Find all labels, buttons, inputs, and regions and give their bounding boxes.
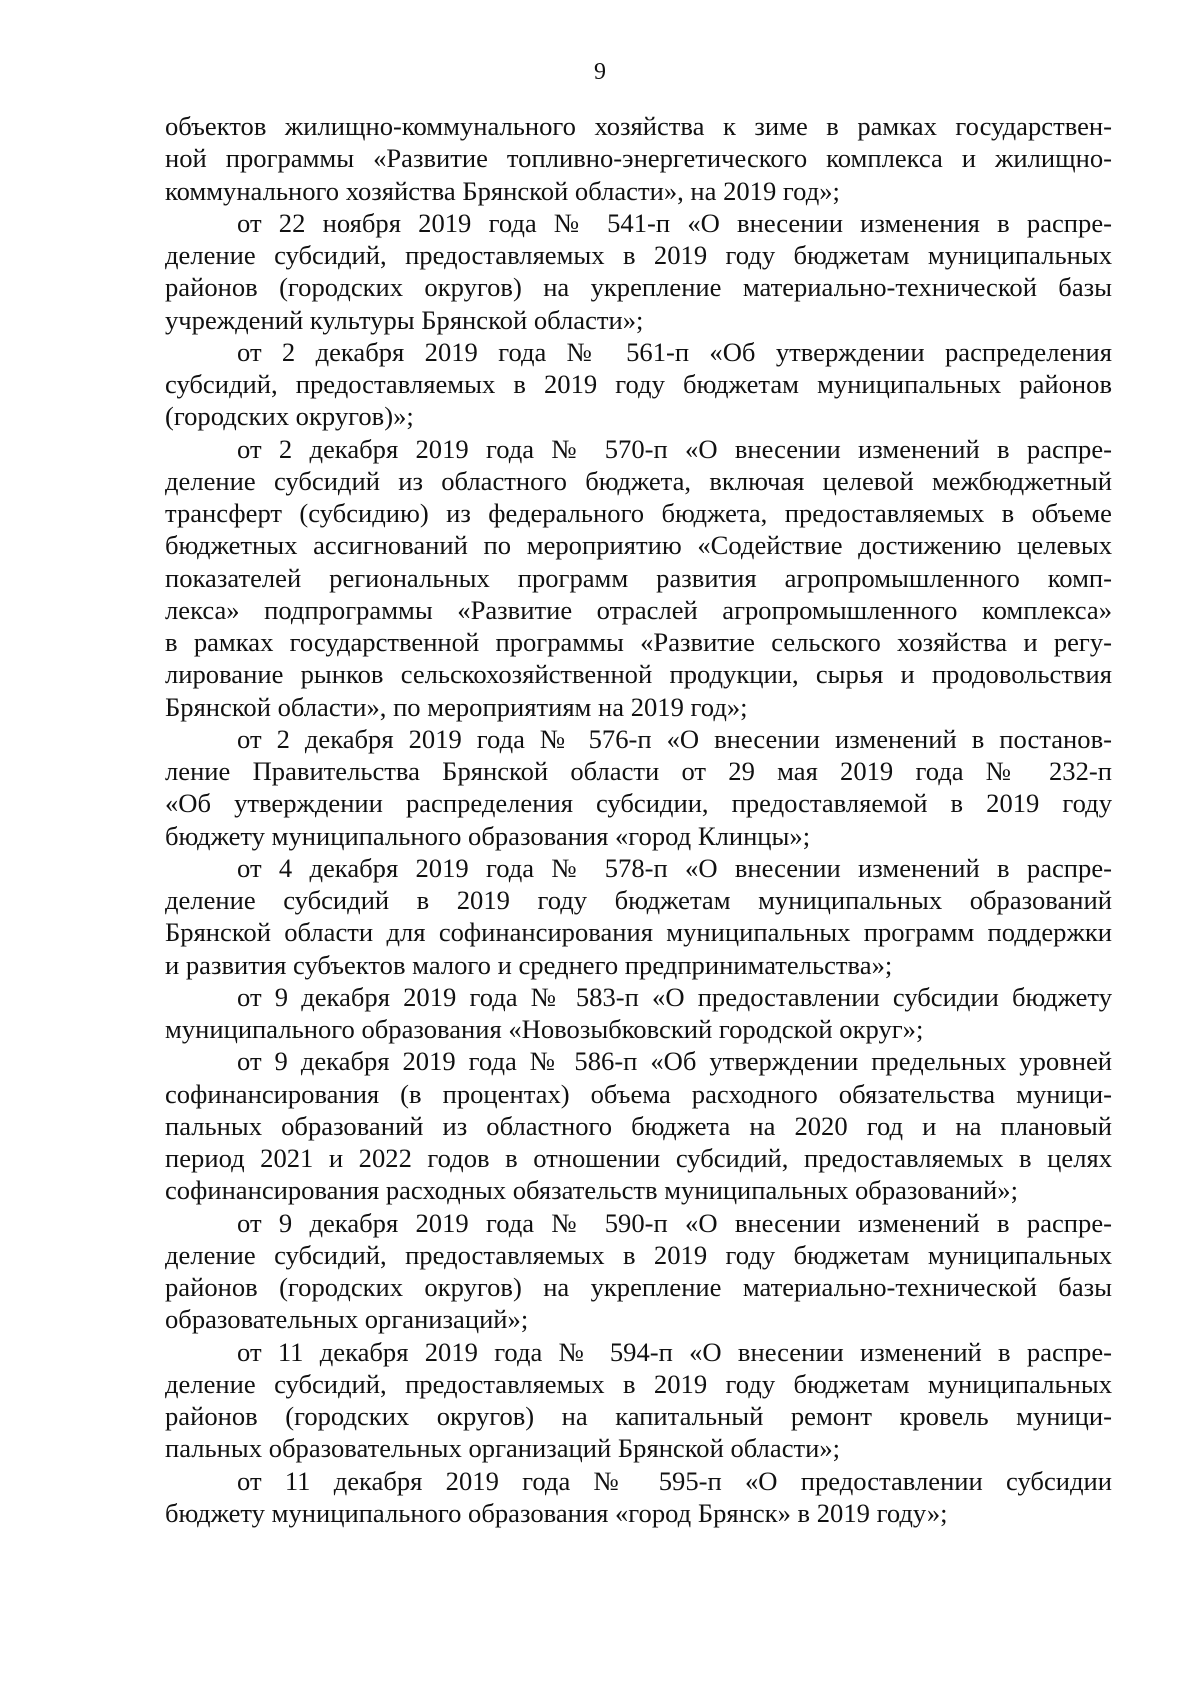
paragraph-line: ной программы «Развитие топливно-энергетического комплекса и жилищно-	[165, 143, 1112, 174]
paragraph	[165, 981, 1112, 1046]
paragraph-line: трансферт (субсидию) из федерального бюджета, предоставляемых в объеме	[165, 498, 1112, 528]
paragraph-line: объектов жилищно-коммунального хозяйства к зиме в рамках государствен-	[165, 111, 1112, 141]
paragraph-line: (городских округов)»;	[165, 401, 414, 432]
paragraph-line: бюджету муниципального образования «город Брянск» в 2019 году»;	[165, 1497, 948, 1528]
paragraph-line: районов (городских округов) на укрепление материально-технической базы	[165, 272, 1112, 303]
paragraph-line: районов (городских округов) на капитальный ремонт кровель муници-	[165, 1401, 1112, 1431]
paragraph-line: софинансирования (в процентах) объема расходного обязательства муници-	[165, 1078, 1112, 1109]
paragraph	[165, 336, 1112, 433]
paragraph-line: Брянской области для софинансирования муниципальных программ поддержки	[165, 917, 1112, 948]
paragraph-line: коммунального хозяйства Брянской области», на 2019 год»;	[165, 175, 840, 206]
paragraph-line: пальных образовательных организаций Брянской области»;	[165, 1433, 841, 1464]
paragraph-line: от 4 декабря 2019 года № 578-п «О внесении изменений в распре-	[237, 852, 1112, 883]
paragraph	[165, 1465, 1112, 1530]
paragraph	[165, 1045, 1112, 1206]
paragraph	[165, 110, 1112, 207]
paragraph	[165, 433, 1112, 723]
paragraph-line: показателей региональных программ развития агропромышленного комп-	[165, 562, 1112, 593]
paragraph	[165, 207, 1112, 336]
paragraph-line: деление субсидий, предоставляемых в 2019 году бюджетам муниципальных	[165, 1368, 1112, 1399]
document-body	[165, 110, 1112, 1529]
paragraph-line: деление субсидий, предоставляемых в 2019 году бюджетам муниципальных	[165, 240, 1112, 270]
paragraph-line: пальных образований из областного бюджета на 2020 год и на плановый	[165, 1110, 1112, 1141]
paragraph-line: от 22 ноября 2019 года № 541-п «О внесении изменения в распре-	[237, 207, 1112, 238]
paragraph-line: бюджетных ассигнований по мероприятию «Содействие достижению целевых	[165, 530, 1112, 561]
paragraph	[165, 852, 1112, 981]
paragraph-line: от 11 декабря 2019 года № 595-п «О предоставлении субсидии	[237, 1465, 1112, 1496]
paragraph-line: лекса» подпрограммы «Развитие отраслей агропромышленного комплекса»	[165, 594, 1112, 625]
paragraph	[165, 723, 1112, 852]
paragraph-line: деление субсидий из областного бюджета, включая целевой межбюджетный	[165, 465, 1112, 496]
paragraph-line: субсидий, предоставляемых в 2019 году бюджетам муниципальных районов	[165, 369, 1112, 399]
paragraph-line: бюджету муниципального образования «город Клинцы»;	[165, 820, 811, 851]
page-number: 9	[594, 59, 606, 85]
paragraph	[165, 1207, 1112, 1336]
paragraph-line: от 11 декабря 2019 года № 594-п «О внесении изменений в распре-	[237, 1336, 1112, 1367]
paragraph-line: районов (городских округов) на укрепление материально-технической базы	[165, 1272, 1112, 1302]
paragraph-line: ление Правительства Брянской области от 29 мая 2019 года № 232-п	[165, 756, 1112, 786]
paragraph-line: период 2021 и 2022 годов в отношении субсидий, предоставляемых в целях	[165, 1143, 1112, 1173]
paragraph	[165, 1336, 1112, 1465]
paragraph-line: от 9 декабря 2019 года № 586-п «Об утверждении предельных уровней	[237, 1046, 1112, 1077]
paragraph-line: софинансирования расходных обязательств муниципальных образований»;	[165, 1175, 1018, 1206]
paragraph-line: Брянской области», по мероприятиям на 2019 год»;	[165, 691, 748, 722]
paragraph-line: от 2 декабря 2019 года № 570-п «О внесении изменений в распре-	[237, 433, 1112, 464]
paragraph-line: от 2 декабря 2019 года № 561-п «Об утверждении распределения	[237, 336, 1112, 367]
paragraph-line: от 9 декабря 2019 года № 583-п «О предоставлении субсидии бюджету	[237, 981, 1112, 1012]
paragraph-line: от 9 декабря 2019 года № 590-п «О внесении изменений в распре-	[237, 1207, 1112, 1238]
paragraph-line: учреждений культуры Брянской области»;	[165, 304, 644, 335]
paragraph-line: «Об утверждении распределения субсидии, предоставляемой в 2019 году	[165, 788, 1112, 819]
paragraph-line: образовательных организаций»;	[165, 1304, 529, 1335]
paragraph-line: в рамках государственной программы «Развитие сельского хозяйства и регу-	[165, 627, 1112, 657]
paragraph-line: лирование рынков сельскохозяйственной продукции, сырья и продовольствия	[165, 659, 1112, 690]
paragraph-line: от 2 декабря 2019 года № 576-п «О внесении изменений в постанов-	[237, 723, 1112, 754]
paragraph-line: деление субсидий в 2019 году бюджетам муниципальных образований	[165, 885, 1112, 915]
paragraph-line: и развития субъектов малого и среднего предпринимательства»;	[165, 949, 893, 980]
paragraph-line: муниципального образования «Новозыбковский городской округ»;	[165, 1014, 924, 1044]
paragraph-line: деление субсидий, предоставляемых в 2019 году бюджетам муниципальных	[165, 1239, 1112, 1270]
